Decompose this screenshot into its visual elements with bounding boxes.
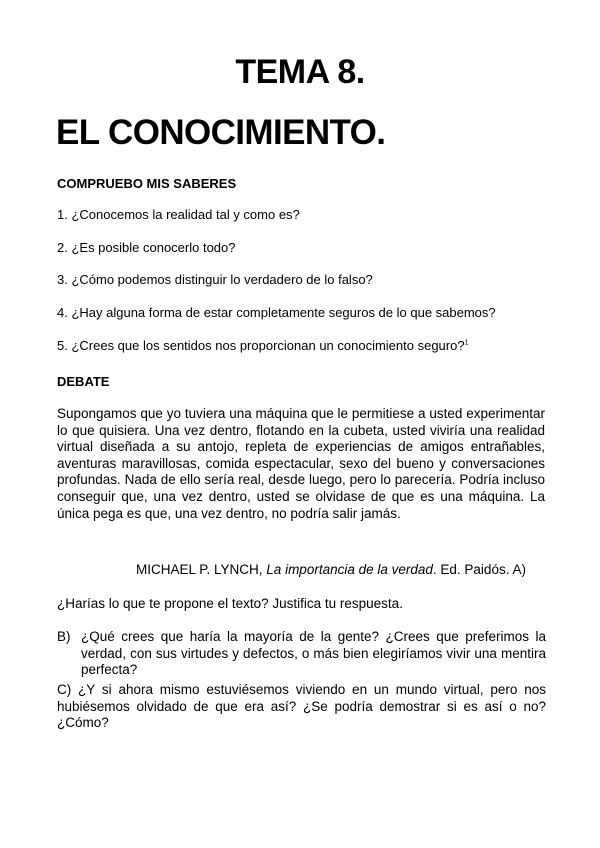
question-5-text: 5. ¿Crees que los sentidos nos proporcionan un conocimiento seguro? [57, 338, 465, 353]
question-1: 1. ¿Conocemos la realidad tal y como es? [57, 207, 300, 222]
citation-work: La importancia de la verdad [266, 562, 433, 577]
debate-heading: DEBATE [57, 374, 110, 389]
question-a: ¿Harías lo que te propone el texto? Justifica tu respuesta. [57, 596, 403, 611]
footnote-reference[interactable]: 1 [464, 339, 469, 347]
citation [136, 562, 526, 577]
question-c: C) ¿Y si ahora mismo estuviésemos viviendo en un mundo virtual, pero nos hubiésemos olvidado de que era así? ¿Se podría demostrar si es así o no? ¿Cómo? [57, 682, 546, 731]
citation-publisher: . Ed. Paidós. A) [432, 562, 526, 577]
question-5 [57, 338, 468, 353]
page-title: EL CONOCIMIENTO. [56, 113, 386, 152]
question-b-text: ¿Qué crees que haría la mayoría de la gente? ¿Crees que preferimos la verdad, con sus virtudes y defectos, o más bien elegiríamos vivir una mentira perfecta? [81, 629, 546, 678]
question-2: 2. ¿Es posible conocerlo todo? [57, 240, 236, 255]
question-3: 3. ¿Cómo podemos distinguir lo verdadero de lo falso? [57, 272, 373, 287]
debate-quote-paragraph: Supongamos que yo tuviera una máquina que le permitiese a usted experimentar lo que quisiera. Una vez dentro, flotando en la cubeta, usted viviría una realidad virtual diseñada a su antojo, repleta de experiencias de amigos entrañables, aventuras maravillosas, comida espectacular, sexo del bueno y conversaciones profundas. Nada de ello sería real, desde luego, pero lo parecería. Podría incluso conseguir que, una vez dentro, usted se olvidase de que es una máquina. La única pega es que, una vez dentro, no podría salir jamás. [57, 406, 545, 521]
saberes-heading: COMPRUEBO MIS SABERES [57, 176, 237, 191]
question-b [57, 629, 546, 679]
question-4: 4. ¿Hay alguna forma de estar completamente seguros de lo que sabemos? [57, 305, 496, 320]
question-b-label: B) [57, 629, 71, 644]
theme-number-heading: TEMA 8. [235, 53, 365, 91]
citation-author: MICHAEL P. LYNCH, [136, 562, 267, 577]
